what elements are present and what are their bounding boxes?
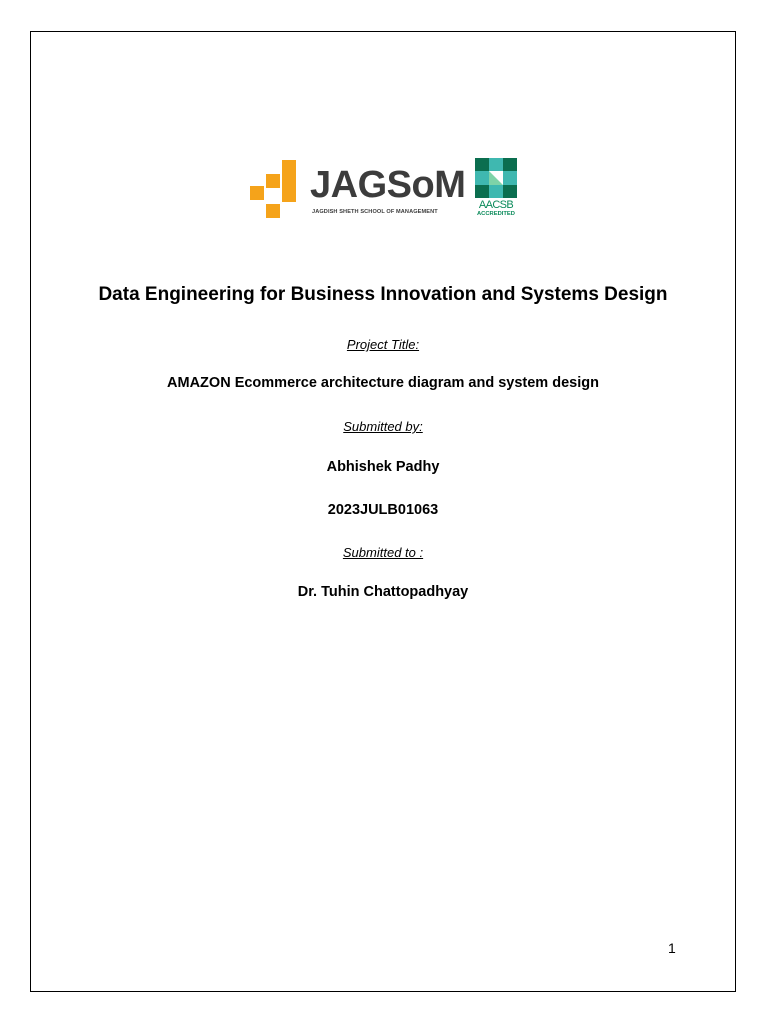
submitted-to-label: Submitted to : (342, 545, 424, 560)
aacsb-accredited-label: ACCREDITED (476, 211, 515, 217)
logo-subtitle: JAGDISH SHETH SCHOOL OF MANAGEMENT (312, 209, 438, 215)
project-title-label: Project Title: (346, 337, 420, 352)
jagsom-mark-icon (250, 158, 298, 220)
aacsb-label: AACSB (478, 199, 514, 211)
submitted-by-label: Submitted by: (343, 419, 423, 434)
page-number: 1 (668, 940, 676, 956)
logo-wordmark: JAGSoM (310, 164, 466, 206)
student-id: 2023JULB01063 (327, 502, 439, 518)
institution-logo (250, 156, 520, 222)
course-title: Data Engineering for Business Innovation and Systems Design (98, 284, 668, 305)
faculty-name: Dr. Tuhin Chattopadhyay (297, 584, 469, 600)
project-title: AMAZON Ecommerce architecture diagram and system design (167, 375, 599, 391)
student-name: Abhishek Padhy (326, 459, 440, 475)
